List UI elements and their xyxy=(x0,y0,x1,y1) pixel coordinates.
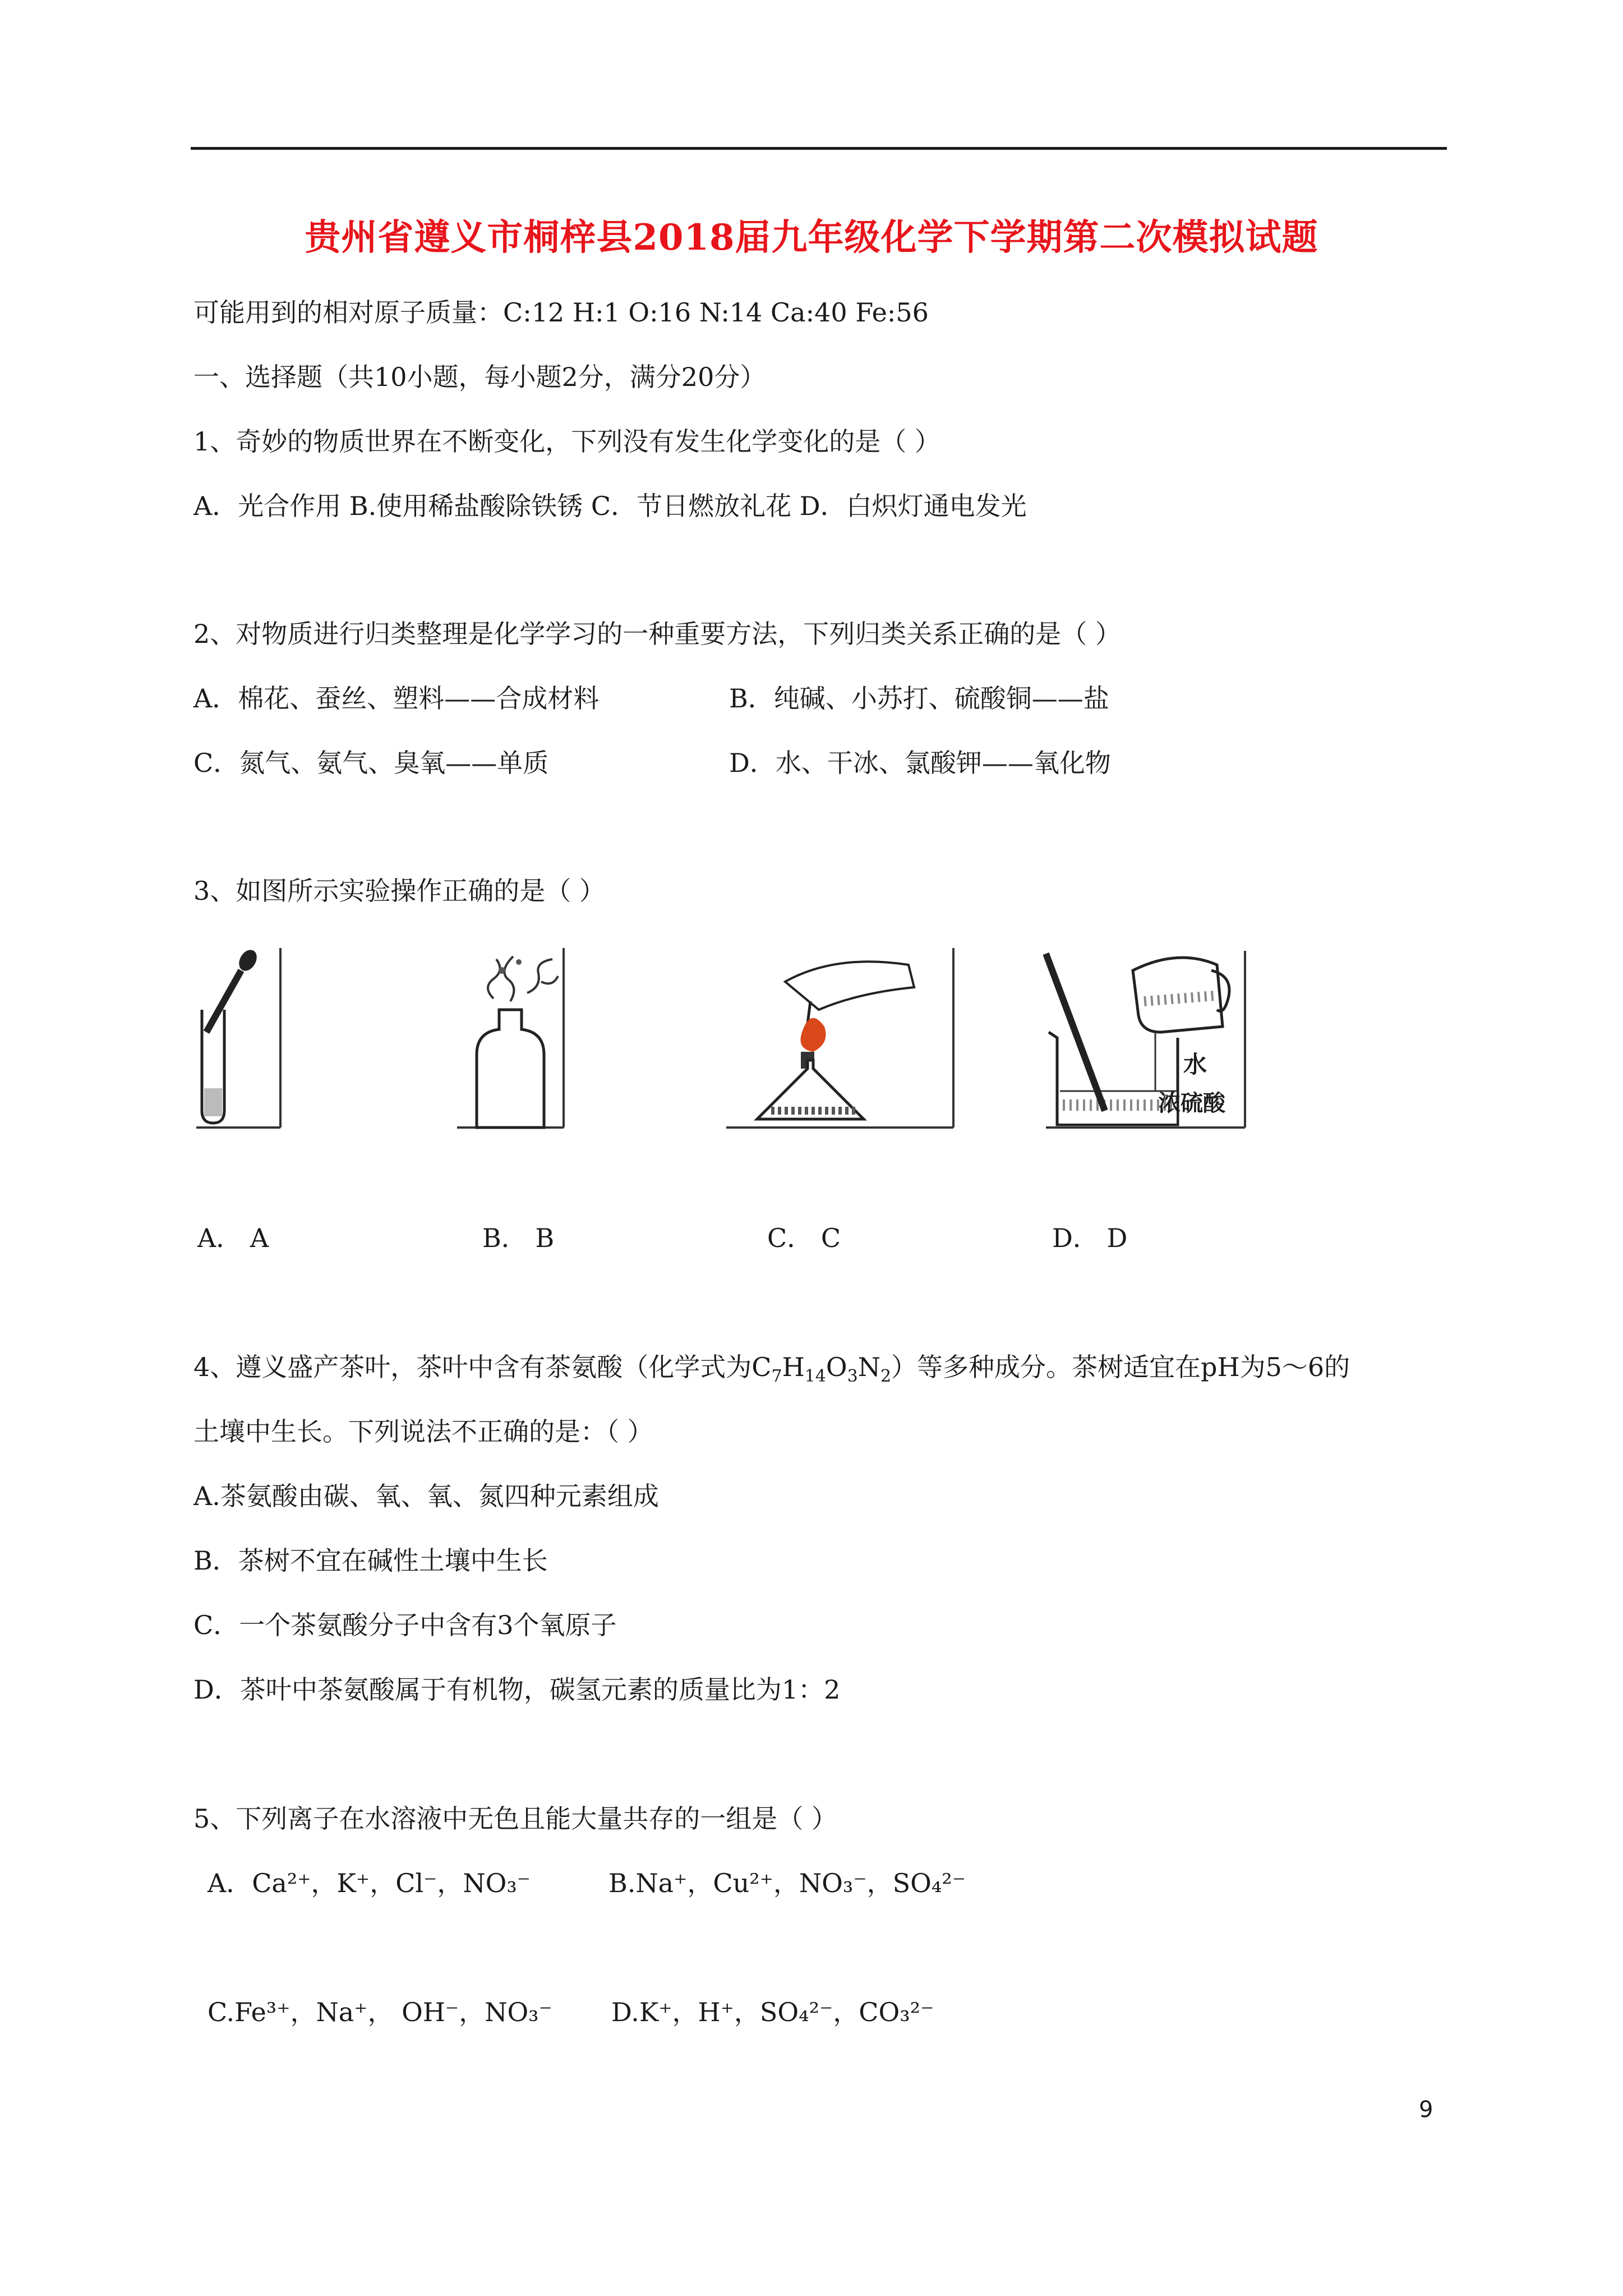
page-number: 9 xyxy=(1419,2097,1433,2123)
q2-stem: 2、对物质进行归类整理是化学学习的一种重要方法，下列归类关系正确的是（ ） xyxy=(193,619,1121,649)
q4-option-b: B．茶树不宜在碱性土壤中生长 xyxy=(193,1545,548,1576)
q4-stem-line2: 土壤中生长。下列说法不正确的是：（ ） xyxy=(193,1416,653,1447)
q2-option-d: D．水、干冰、氯酸钾——氧化物 xyxy=(729,748,1111,778)
q5-option-a: A．Ca²⁺，K⁺，Cl⁻，NO₃⁻ xyxy=(208,1868,531,1898)
q2-option-a: A．棉花、蚕丝、塑料——合成材料 xyxy=(193,683,600,714)
q5-stem: 5、下列离子在水溶液中无色且能大量共存的一组是（ ） xyxy=(193,1803,837,1834)
q4-option-d: D．茶叶中茶氨酸属于有机物，碳氢元素的质量比为1：2 xyxy=(193,1674,841,1705)
q4-option-c: C．一个茶氨酸分子中含有3个氧原子 xyxy=(193,1610,617,1640)
q1-stem: 1、奇妙的物质世界在不断变化，下列没有发生化学变化的是（ ） xyxy=(193,426,940,457)
page-title: 贵州省遵义市桐梓县2018届九年级化学下学期第二次模拟试题 xyxy=(305,217,1318,259)
q1-options: A．光合作用 B.使用稀盐酸除铁锈 C．节日燃放礼花 D．白炽灯通电发光 xyxy=(193,491,1027,521)
q2-option-b: B．纯碱、小苏打、硫酸铜——盐 xyxy=(729,683,1109,714)
q3-option-d: D． D xyxy=(1052,1223,1128,1253)
header-rule xyxy=(191,147,1447,150)
q5-option-c: C.Fe³⁺，Na⁺， OH⁻，NO₃⁻ xyxy=(208,1997,552,2027)
q5-option-d: D.K⁺，H⁺，SO₄²⁻，CO₃²⁻ xyxy=(611,1997,934,2027)
figure-d-label-water: 水 xyxy=(1183,1051,1207,1078)
figure-d-label-acid: 浓硫酸 xyxy=(1158,1091,1225,1116)
figure-a-dropper xyxy=(191,948,286,1133)
q3-option-a: A． A xyxy=(197,1223,269,1253)
q4-option-a: A.茶氨酸由碳、氧、氧、氮四种元素组成 xyxy=(193,1481,659,1511)
q3-stem: 3、如图所示实验操作正确的是（ ） xyxy=(193,876,605,906)
figure-b-gas-bottle xyxy=(454,948,566,1133)
q3-option-b: B． B xyxy=(482,1223,555,1253)
atomic-masses: 可能用到的相对原子质量：C:12 H:1 O:16 N:14 Ca:40 Fe:56 xyxy=(193,297,929,328)
figure-c-alcohol-lamp xyxy=(723,948,959,1133)
q4-stem-line1: 4、遵义盛产茶叶，茶叶中含有茶氨酸（化学式为$C_7H_{14}O_3N_2$）等多种成分。茶树适宜在pH为5～6的 xyxy=(193,1352,1350,1387)
section-heading: 一、选择题（共10小题，每小题2分，满分20分） xyxy=(193,362,766,392)
q3-option-c: C． C xyxy=(767,1223,841,1253)
q2-option-c: C．氮气、氨气、臭氧——单质 xyxy=(193,748,549,778)
figure-d-dilution xyxy=(1043,948,1251,1133)
q5-option-b: B.Na⁺，Cu²⁺，NO₃⁻，SO₄²⁻ xyxy=(608,1868,966,1898)
